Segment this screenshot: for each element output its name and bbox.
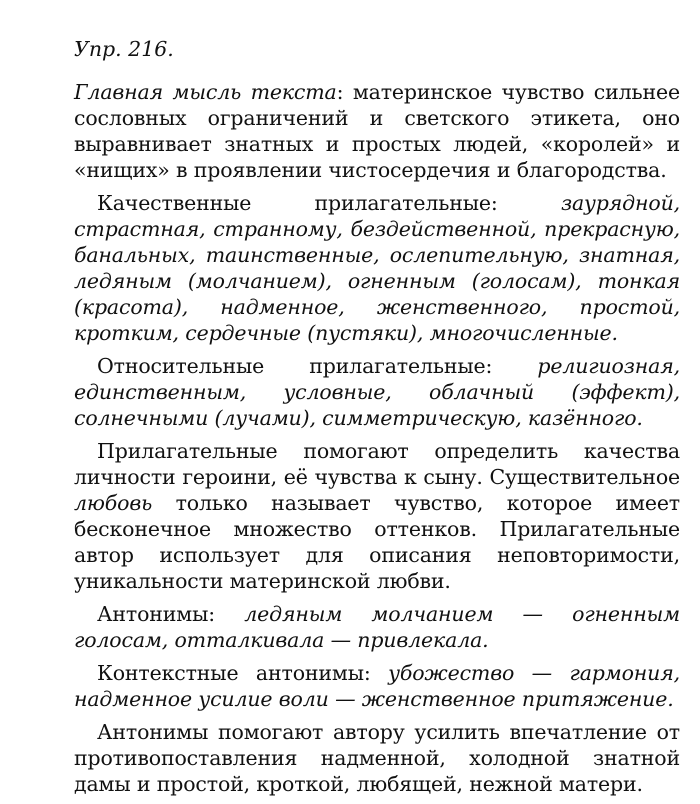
antonyms-role-paragraph [74,719,680,797]
main-idea-paragraph [74,79,680,183]
document-page [74,36,680,804]
antonyms-list: ледяным молчанием — огненным голосам, отталкивала — привлекала. [74,602,680,652]
main-idea-text: : материнское чувство сильнее сословных ограничений и светского этикета, оно выравнивает знатных и простых людей, «королей» и «нищих» в проявлении чистосердечия и благородства. [74,80,680,182]
qualitative-adjectives-paragraph [74,190,680,346]
main-idea-label: Главная мысль текста [74,80,337,104]
adjectives-role-word: любовь [74,491,153,515]
qualitative-adjectives-label: Качественные прилагательные: [97,191,561,215]
adjectives-role-text-after: только называет чувство, которое имеет бесконечное множество оттенков. Прилагательные автор использует для описания неповторимости, уникальности материнской любви. [74,491,680,593]
exercise-title: Упр. 216. [74,37,174,61]
antonyms-role-text: Антонимы помогают автору усилить впечатление от противопоставления надменной, холодной знатной дамы и простой, кроткой, любящей, нежной матери. [74,720,680,796]
contextual-antonyms-paragraph [74,660,680,712]
contextual-antonyms-list: убожество — гармония, надменное усилие воли — женственное притяжение. [74,661,680,711]
relative-adjectives-label: Относительные прилагательные: [97,354,538,378]
qualitative-adjectives-list: заурядной, страстная, странному, бездейственной, прекрасную, банальных, таинственные, ослепительную, знатная, ледяным (молчанием), огненным (голосам), тонкая (красота), надменное, женственного, простой, кротким, сердечные (пустяки), многочисленные. [74,191,680,345]
relative-adjectives-list: религиозная, единственным, условные, облачный (эффект), солнечными (лучами), симметрическую, казённого. [74,354,680,430]
antonyms-label: Антонимы: [97,602,245,626]
antonyms-paragraph [74,601,680,653]
adjectives-role-paragraph [74,438,680,594]
contextual-antonyms-label: Контекстные антонимы: [97,661,389,685]
adjectives-role-text-before: Прилагательные помогают определить качества личности героини, её чувства к сыну. Существительное [74,439,680,489]
relative-adjectives-paragraph [74,353,680,431]
